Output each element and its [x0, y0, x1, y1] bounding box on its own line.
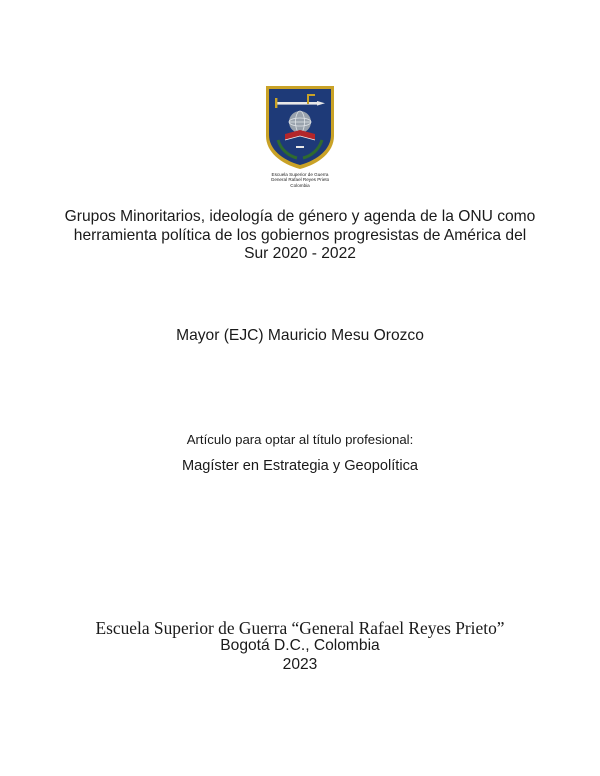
title-line: Grupos Minoritarios, ideología de género y agenda de la ONU como	[64, 208, 536, 225]
logo-caption	[258, 172, 342, 188]
institution-name: Escuela Superior de Guerra “General Rafael Reyes Prieto”	[95, 618, 505, 638]
logo-caption-line: Colombia	[290, 182, 310, 188]
logo-caption-line: Escuela Superior de Guerra	[271, 172, 329, 177]
article-label: Artículo para optar al título profesional:	[186, 432, 414, 447]
publication-year: 2023	[282, 656, 318, 673]
city-location: Bogotá D.C., Colombia	[220, 637, 380, 654]
document-title	[0, 208, 600, 264]
logo-caption-line: General Rafael Reyes Prieto	[270, 177, 330, 183]
author-name: Mayor (EJC) Mauricio Mesu Orozco	[176, 327, 424, 344]
institution-logo	[258, 84, 342, 190]
title-line: Sur 2020 - 2022	[244, 245, 356, 263]
title-line: herramienta política de los gobiernos progresistas de América del	[73, 226, 527, 244]
degree-title: Magíster en Estrategia y Geopolítica	[181, 458, 419, 474]
shield-emblem-icon	[263, 84, 337, 170]
